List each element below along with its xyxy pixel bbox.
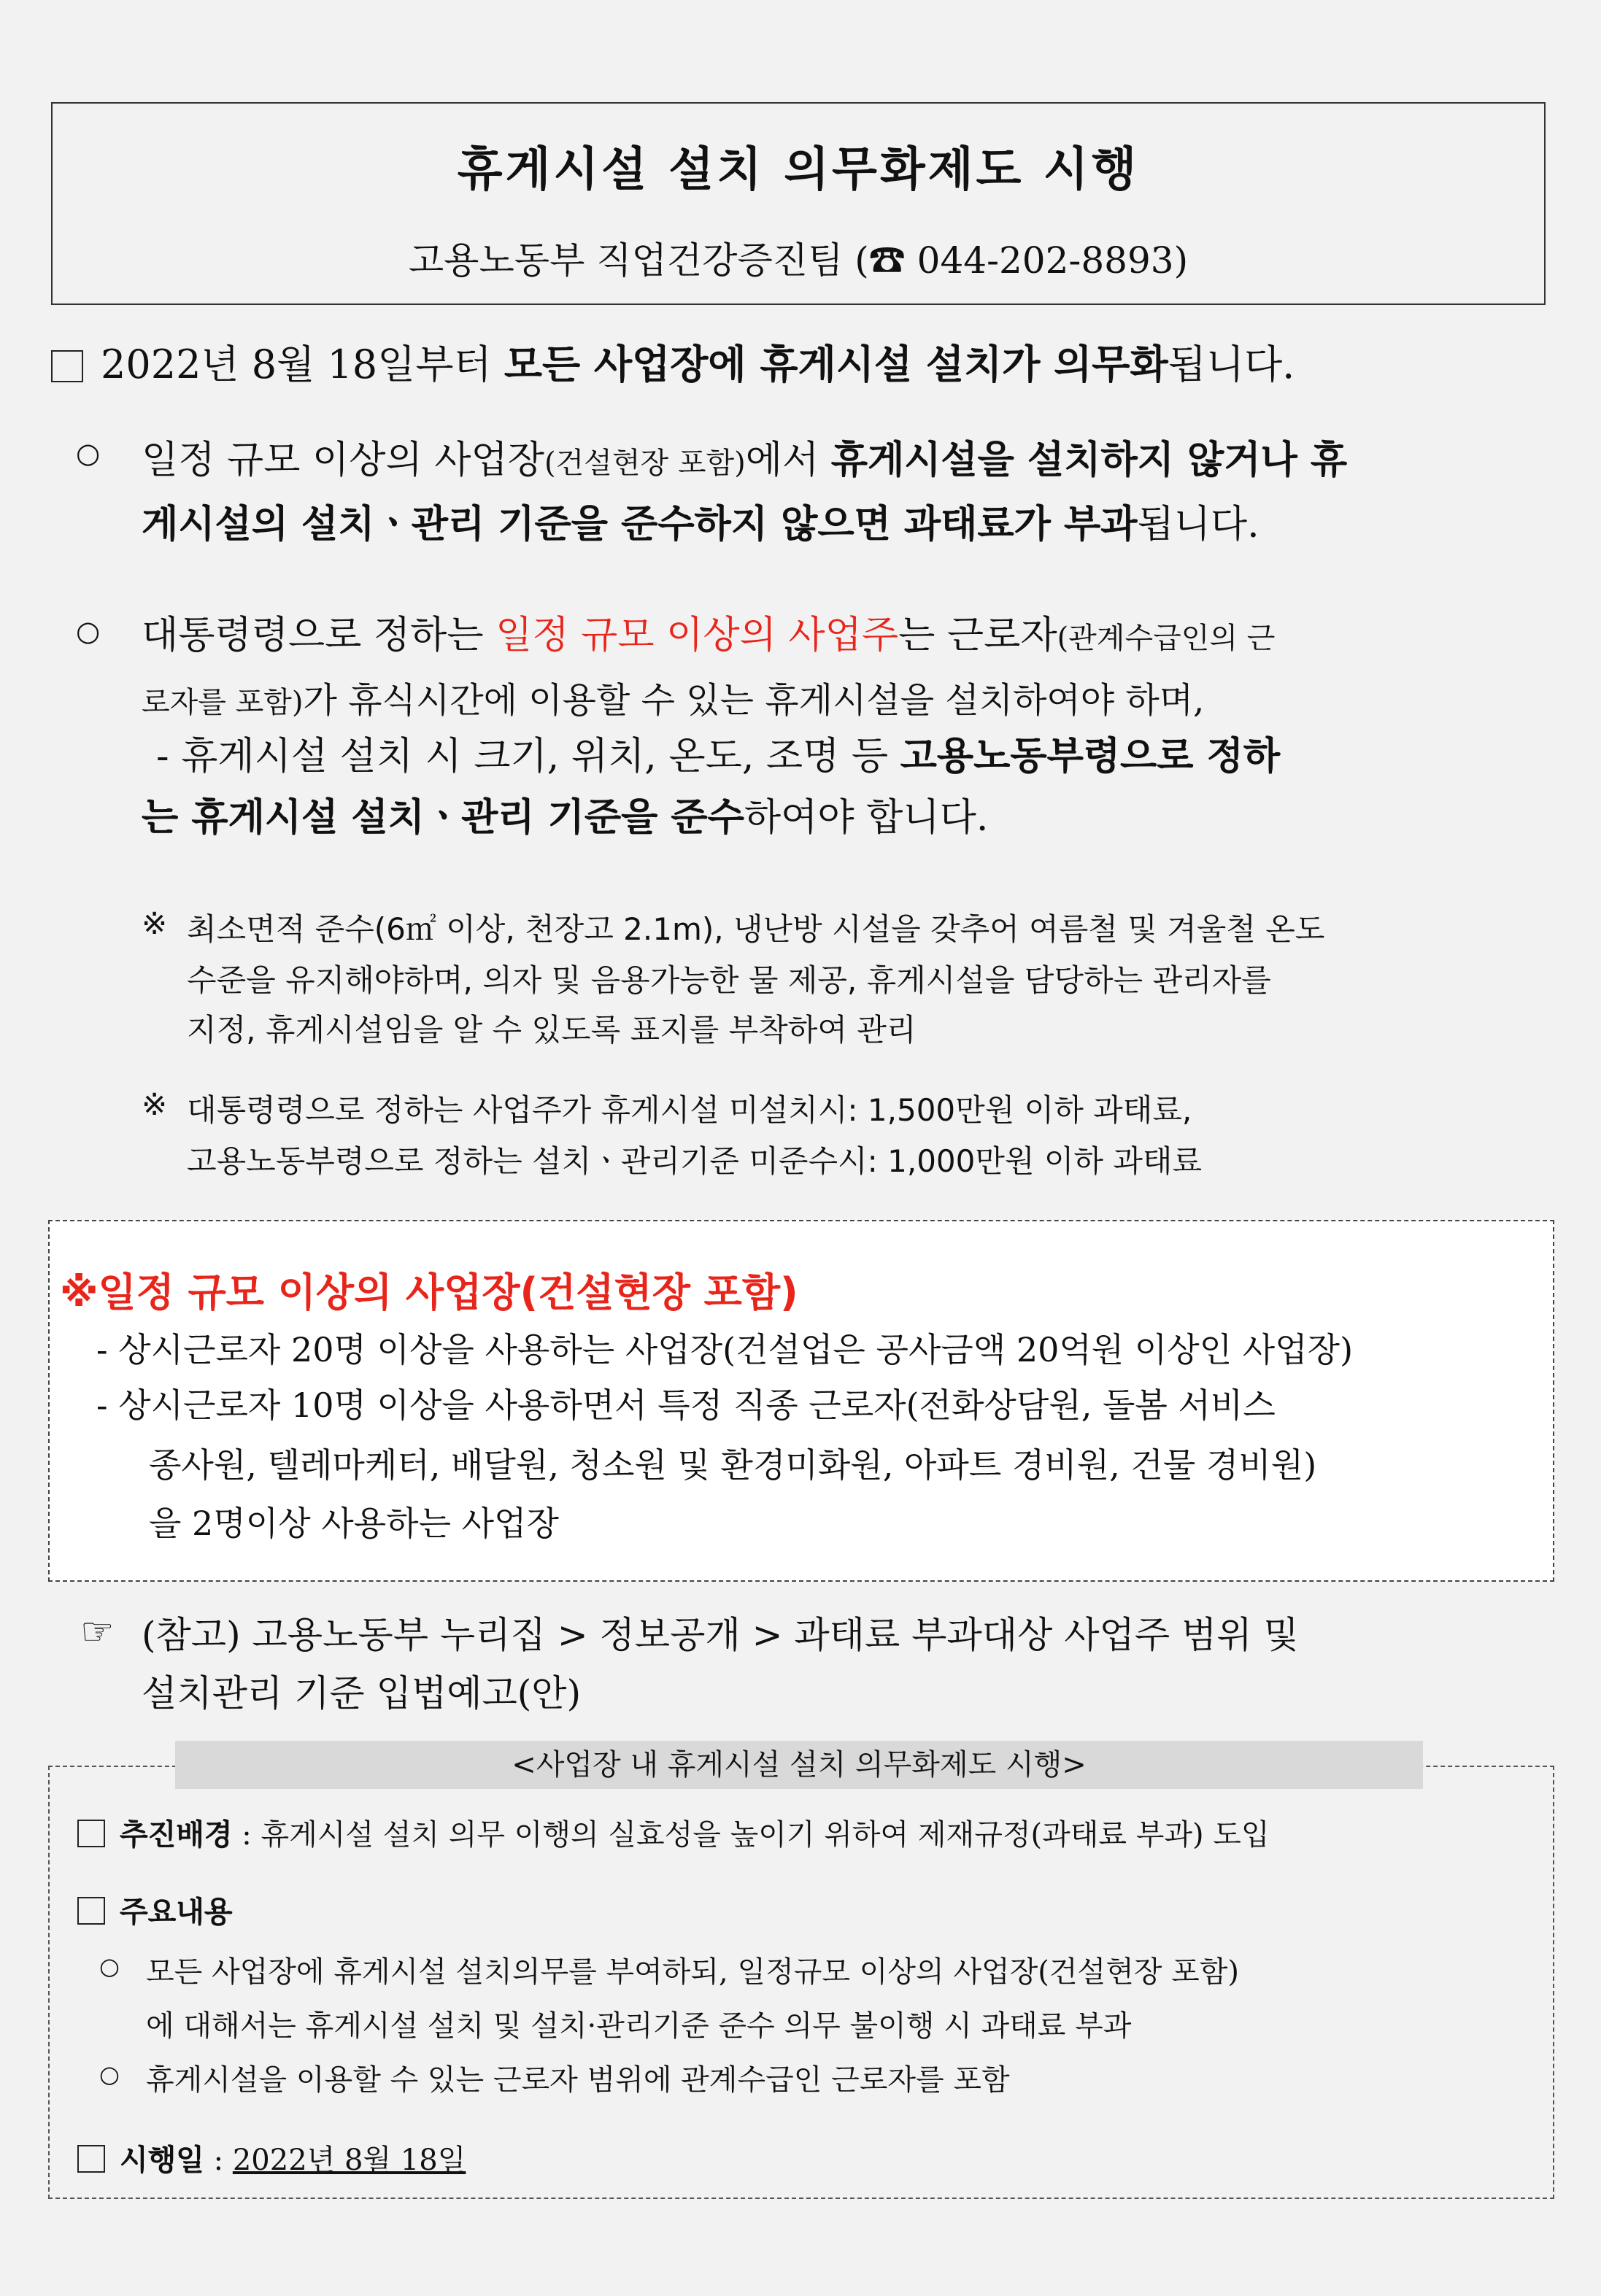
text: - 휴게시설 설치 시 크기, 위치, 온도, 조명 등 [156, 735, 900, 779]
text: 시행일 [120, 2142, 204, 2177]
summary-main-heading [77, 1888, 233, 1930]
text: 에서 [745, 439, 831, 483]
text: (관계수급인의 근 [1057, 620, 1276, 655]
text: 는 근로자 [898, 614, 1057, 658]
checkbox-square-icon [77, 2145, 105, 2173]
text: 게시설의 설치ㆍ관리 기준을 준수하지 않으면 과태료가 부과 [142, 503, 1138, 547]
reference-line-1: (참고) 고용노동부 누리집 > 정보공개 > 과태료 부과대상 사업주 범위 및 [142, 1614, 1299, 1656]
circle-bullet-icon: ○ [99, 2060, 120, 2088]
summary-main-item-1-line-1: 모든 사업장에 휴게시설 설치의무를 부여하되, 일정규모 이상의 사업장(건설현장 포함) [146, 1954, 1240, 1989]
paragraph-2-line-4 [142, 788, 988, 842]
text: 하여야 합니다. [744, 797, 989, 840]
paragraph-2-line-1 [142, 606, 1275, 660]
summary-background [77, 1811, 1270, 1853]
checkbox-square-icon [77, 1820, 105, 1847]
text: : 휴게시설 설치 의무 이행의 실효성을 높이기 위하여 제재규정(과태료 부과) 도입 [232, 1817, 1270, 1852]
text: 됩니다. [1137, 503, 1259, 547]
text: 고용노동부령으로 정하 [900, 735, 1281, 779]
note-1-line-2: 수준을 유지해야하며, 의자 및 음용가능한 물 제공, 휴게시설을 담당하는 관리자를 [187, 963, 1271, 998]
text: 는 휴게시설 설치ㆍ관리 기준을 준수 [142, 797, 744, 840]
scope-box [48, 1220, 1554, 1582]
pointing-hand-icon: ☞ [80, 1611, 115, 1655]
text: 추진배경 [120, 1817, 233, 1852]
reference-line-2: 설치관리 기준 입법예고(안) [142, 1672, 582, 1715]
scope-item-2-line-3: 을 2명이상 사용하는 사업장 [149, 1506, 559, 1544]
summary-main-item-2: 휴게시설을 이용할 수 있는 근로자 범위에 관계수급인 근로자를 포함 [146, 2062, 1010, 2097]
circle-bullet-icon: ○ [76, 616, 101, 648]
paragraph-2-line-2 [142, 671, 1204, 722]
note-1-line-3: 지정, 휴게시설임을 알 수 있도록 표지를 부착하여 관리 [187, 1013, 917, 1048]
checkbox-square-icon [77, 1897, 105, 1925]
note-2-line-1: 대통령령으로 정하는 사업주가 휴게시설 미설치시: 1,500만원 이하 과태료, [187, 1093, 1192, 1128]
circle-bullet-icon: ○ [76, 438, 101, 470]
note-1-line-1: 최소면적 준수(6㎡ 이상, 천장고 2.1m), 냉난방 시설을 갖추어 여름철 및 겨울철 온도 [187, 912, 1325, 947]
reference-mark-icon: ※ [142, 906, 168, 941]
headline [51, 333, 1295, 390]
scope-item-2-line-2: 종사원, 텔레마케터, 배달원, 청소원 및 환경미화원, 아파트 경비원, 건물 경비원) [149, 1447, 1317, 1485]
circle-bullet-icon: ○ [99, 1952, 120, 1980]
summary-title: <사업장 내 휴게시설 설치 의무화제도 시행> [175, 1741, 1423, 1789]
text: : [204, 2142, 233, 2177]
text: 일정 규모 이상의 사업주 [495, 614, 899, 658]
title-box [51, 102, 1546, 305]
scope-item-2-line-1: - 상시근로자 10명 이상을 사용하면서 특정 직종 근로자(전화상담원, 돌봄 서비스 [96, 1388, 1276, 1426]
headline-date: 2022년 8월 18일부터 [101, 343, 504, 388]
checkbox-square-icon [51, 350, 83, 382]
text: (건설현장 포함) [544, 445, 746, 480]
headline-emphasis: 모든 사업장에 휴게시설 설치가 의무화 [504, 343, 1168, 388]
text: 가 휴식시간에 이용할 수 있는 휴게시설을 설치하여야 하며, [303, 680, 1205, 721]
summary-main-item-1-line-2: 에 대해서는 휴게시설 설치 및 설치·관리기준 준수 의무 불이행 시 과태료 부과 [146, 2008, 1132, 2043]
paragraph-2-line-3 [156, 727, 1280, 781]
paragraph-1-line-1 [142, 430, 1548, 484]
department-contact: 고용노동부 직업건강증진팀 (☎ 044-202-8893) [408, 239, 1189, 282]
text: 일정 규모 이상의 사업장 [142, 439, 544, 483]
headline-tail: 됩니다. [1168, 343, 1295, 388]
text: 대통령령으로 정하는 [142, 614, 496, 658]
text: 주요내용 [120, 1894, 233, 1929]
paragraph-1-line-2 [142, 495, 1259, 549]
note-2-line-2: 고용노동부령으로 정하는 설치ㆍ관리기준 미준수시: 1,000만원 이하 과태료 [187, 1144, 1203, 1179]
scope-item-1: - 상시근로자 20명 이상을 사용하는 사업장(건설업은 공사금액 20억원 이상인 사업장) [96, 1332, 1354, 1370]
reference-mark-icon: ※ [142, 1087, 168, 1122]
summary-effective-date [77, 2136, 466, 2179]
effective-date-value: 2022년 8월 18일 [232, 2142, 466, 2177]
text: 휴게시설을 설치하지 않거나 휴 [830, 439, 1348, 483]
scope-heading: ※일정 규모 이상의 사업장(건설현장 포함) [60, 1271, 798, 1316]
page-title: 휴게시설 설치 의무화제도 시행 [457, 142, 1140, 197]
text: 로자를 포함) [142, 684, 304, 719]
